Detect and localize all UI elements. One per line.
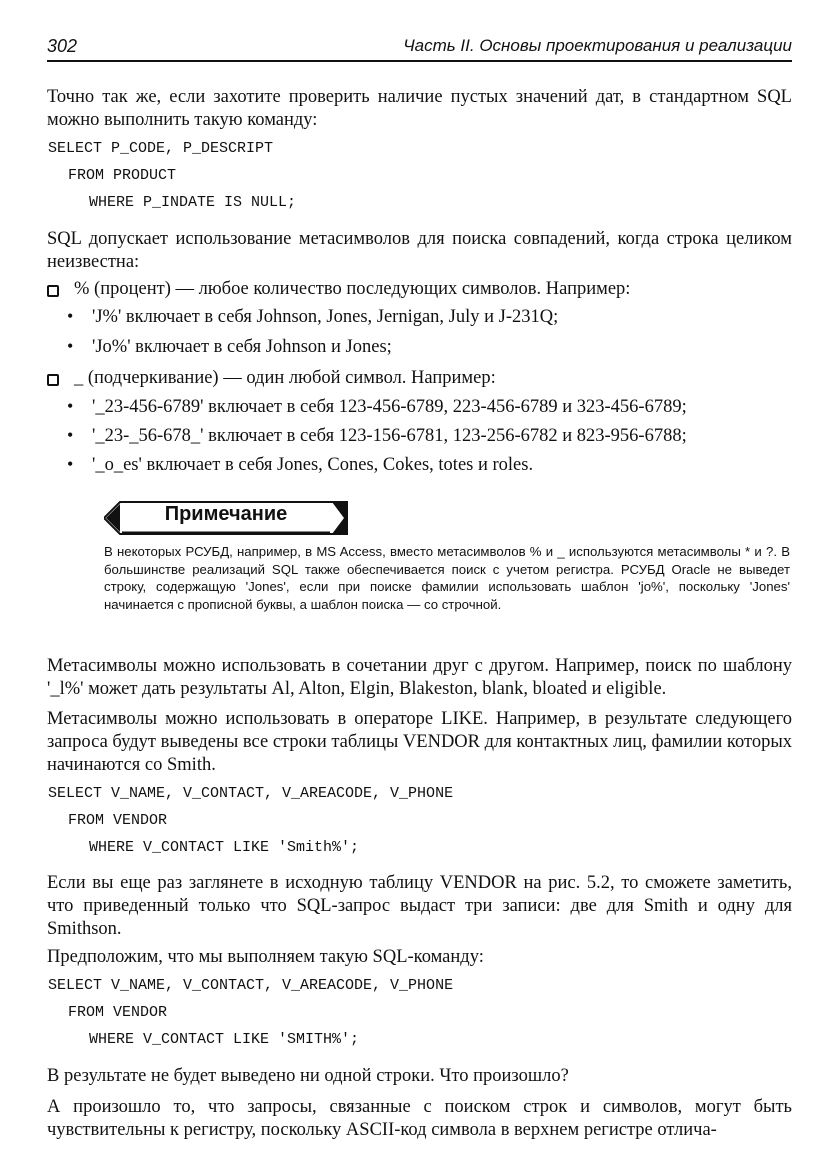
- list-subitem: 'J%' включает в себя Johnson, Jones, Jernigan, July и J-231Q;: [92, 307, 559, 327]
- bullet-icon: •: [67, 454, 74, 474]
- code-line: SELECT V_NAME, V_CONTACT, V_AREACODE, V_PHONE: [48, 977, 454, 994]
- paragraph-combined-wildcards: Метасимволы можно использовать в сочетании друг с другом. Например, поиск по шаблону '_l%' может дать результаты Al, Alton, Elgin, Blakeston, blank, bloated и eligible.: [47, 656, 792, 699]
- code-line: SELECT P_CODE, P_DESCRIPT: [48, 140, 274, 157]
- paragraph-like-operator: Метасимволы можно использовать в операторе LIKE. Например, в результате следующего запроса будут выведены все строки таблицы VENDOR для контактных лиц, фамилии которых начинаются со Smith.: [47, 709, 792, 775]
- code-line: FROM VENDOR: [68, 1004, 168, 1021]
- list-subitem: 'Jo%' включает в себя Johnson и Jones;: [92, 337, 392, 357]
- code-line: WHERE V_CONTACT LIKE 'Smith%';: [89, 839, 360, 856]
- code-line: FROM VENDOR: [68, 812, 168, 829]
- page-header: [47, 34, 792, 62]
- code-line: SELECT V_NAME, V_CONTACT, V_AREACODE, V_PHONE: [48, 785, 454, 802]
- list-subitem: '_23-456-6789' включает в себя 123-456-6789, 223-456-6789 и 323-456-6789;: [92, 397, 687, 417]
- list-subitem: '_23-_56-678_' включает в себя 123-156-6781, 123-256-6782 и 823-956-6788;: [92, 426, 687, 446]
- checkbox-bullet-icon: [47, 374, 59, 386]
- code-line: WHERE V_CONTACT LIKE 'SMITH%';: [89, 1031, 360, 1048]
- bullet-icon: •: [67, 306, 74, 326]
- running-title: Часть II. Основы проектирования и реализации: [403, 36, 792, 55]
- note-text: В некоторых РСУБД, например, в MS Access, вместо метасимволов % и _ используются метасимволы * и ?. В большинстве реализаций SQL также обеспечивается поиск с учетом регистра. РСУБД Oracle не выведет строку, содержащую 'Jones', если при поиске фамилии использовать шаблон 'jo%', поскольку 'Jones' начинается с прописной буквы, а шаблон поиска — со строчной.: [104, 544, 790, 612]
- bullet-icon: •: [67, 336, 74, 356]
- paragraph-wildcards: SQL допускает использование метасимволов для поиска совпадений, когда строка целиком неизвестна:: [47, 229, 792, 272]
- list-subitem: '_o_es' включает в себя Jones, Cones, Cokes, totes и roles.: [92, 455, 534, 475]
- paragraph-no-rows: В результате не будет выведено ни одной строки. Что произошло?: [47, 1066, 569, 1086]
- code-line: WHERE P_INDATE IS NULL;: [89, 194, 297, 211]
- code-line: FROM PRODUCT: [68, 167, 177, 184]
- list-item-percent: % (процент) — любое количество последующих символов. Например:: [74, 279, 631, 299]
- paragraph-intro: Точно так же, если захотите проверить наличие пустых значений дат, в стандартном SQL можно выполнить такую команду:: [47, 87, 792, 130]
- page-number: 302: [47, 36, 78, 56]
- paragraph-vendor-table: Если вы еще раз заглянете в исходную таблицу VENDOR на рис. 5.2, то сможете заметить, что приведенный только что SQL-запрос выдаст три записи: две для Smith и одну для Smithson.: [47, 873, 792, 939]
- paragraph-case-sensitivity: А произошло то, что запросы, связанные с поиском строк и символов, могут быть чувствительны к регистру, поскольку ASCII-код символа в верхнем регистре отлича-: [47, 1097, 792, 1140]
- paragraph-suppose: Предположим, что мы выполняем такую SQL-команду:: [47, 947, 484, 967]
- list-item-underscore: _ (подчеркивание) — один любой символ. Например:: [74, 368, 496, 388]
- bullet-icon: •: [67, 425, 74, 445]
- note-banner: [104, 500, 348, 536]
- checkbox-bullet-icon: [47, 285, 59, 297]
- bullet-icon: •: [67, 396, 74, 416]
- note-title: Примечание: [164, 503, 288, 525]
